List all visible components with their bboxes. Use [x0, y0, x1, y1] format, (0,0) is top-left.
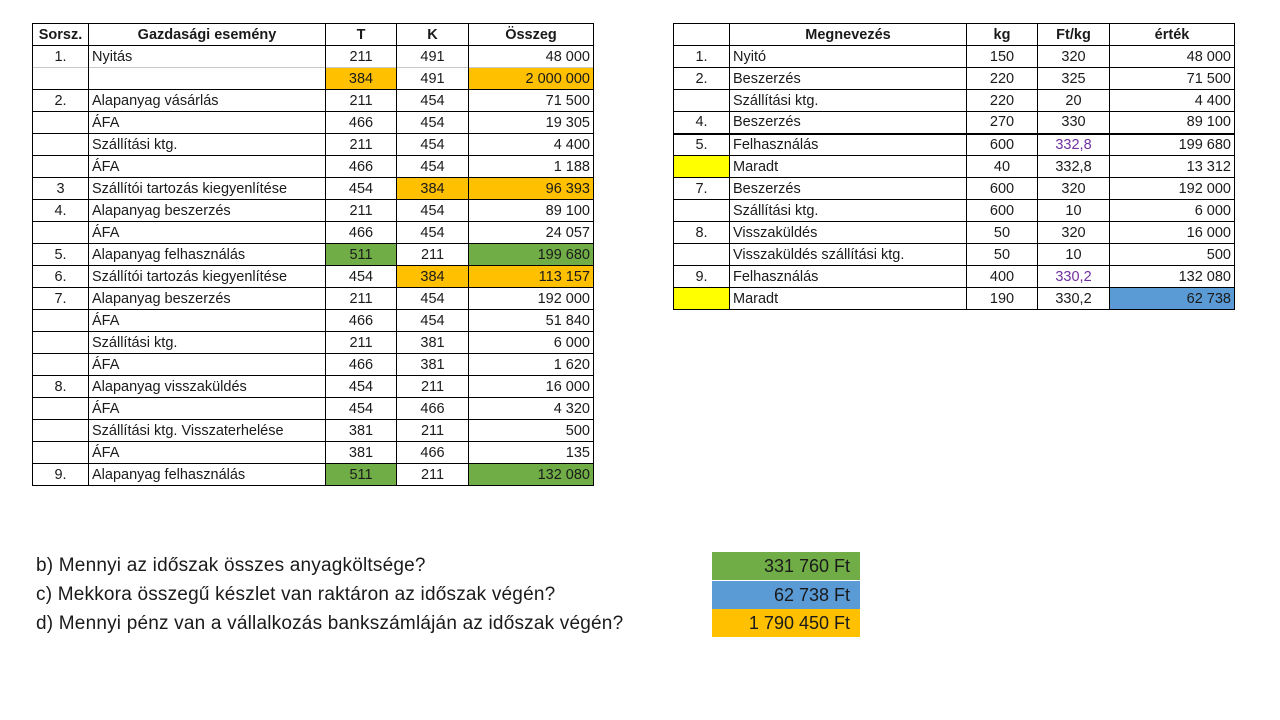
ledger-cell-debit: 381 [326, 420, 397, 442]
ledger-cell-credit: 454 [397, 112, 469, 134]
inventory-cell-no [674, 288, 730, 310]
inventory-header-price: Ft/kg [1038, 24, 1110, 46]
inventory-row [674, 200, 1235, 222]
ledger-cell-amount: 1 620 [469, 354, 594, 376]
ledger-cell-amount: 113 157 [469, 266, 594, 288]
ledger-cell-credit: 454 [397, 288, 469, 310]
ledger-cell-event: Alapanyag felhasználás [89, 244, 326, 266]
ledger-cell-amount: 51 840 [469, 310, 594, 332]
inventory-cell-name: Felhasználás [730, 134, 967, 156]
inventory-row [674, 288, 1235, 310]
ledger-cell-amount: 48 000 [469, 46, 594, 68]
ledger-cell-credit: 454 [397, 156, 469, 178]
ledger-cell-event: Alapanyag vásárlás [89, 90, 326, 112]
ledger-row [33, 354, 594, 376]
ledger-cell-debit: 211 [326, 288, 397, 310]
ledger-cell-debit: 454 [326, 398, 397, 420]
ledger-cell-credit: 454 [397, 134, 469, 156]
ledger-cell-no: 7. [33, 288, 89, 310]
inventory-cell-name: Felhasználás [730, 266, 967, 288]
ledger-cell-credit: 384 [397, 178, 469, 200]
ledger-cell-amount: 199 680 [469, 244, 594, 266]
ledger-cell-amount: 4 400 [469, 134, 594, 156]
ledger-cell-no [33, 112, 89, 134]
inventory-row [674, 68, 1235, 90]
inventory-cell-value: 192 000 [1110, 178, 1235, 200]
inventory-cell-kg: 40 [967, 156, 1038, 178]
inventory-table [673, 23, 1235, 310]
ledger-cell-debit: 211 [326, 46, 397, 68]
inventory-header-name: Megnevezés [730, 24, 967, 46]
inventory-row [674, 178, 1235, 200]
inventory-cell-value: 48 000 [1110, 46, 1235, 68]
inventory-cell-no [674, 90, 730, 112]
inventory-cell-kg: 50 [967, 244, 1038, 266]
ledger-cell-debit: 466 [326, 156, 397, 178]
inventory-header-row [674, 24, 1235, 46]
ledger-cell-event: ÁFA [89, 442, 326, 464]
ledger-cell-event: ÁFA [89, 222, 326, 244]
ledger-cell-no [33, 310, 89, 332]
inventory-cell-value: 500 [1110, 244, 1235, 266]
inventory-cell-value: 13 312 [1110, 156, 1235, 178]
ledger-header-no: Sorsz. [33, 24, 89, 46]
inventory-cell-no: 9. [674, 266, 730, 288]
ledger-header-credit: K [397, 24, 469, 46]
inventory-cell-no: 1. [674, 46, 730, 68]
ledger-cell-event: Szállítói tartozás kiegyenlítése [89, 266, 326, 288]
ledger-cell-amount: 500 [469, 420, 594, 442]
ledger-row [33, 464, 594, 486]
ledger-cell-debit: 384 [326, 68, 397, 90]
inventory-cell-no: 7. [674, 178, 730, 200]
answer-b: 331 760 Ft [712, 552, 860, 580]
ledger-cell-event: ÁFA [89, 398, 326, 420]
ledger-cell-debit: 466 [326, 354, 397, 376]
ledger-row [33, 46, 594, 68]
inventory-row [674, 266, 1235, 288]
ledger-cell-event: Alapanyag felhasználás [89, 464, 326, 486]
inventory-row [674, 222, 1235, 244]
ledger-cell-credit: 466 [397, 398, 469, 420]
ledger-cell-credit: 211 [397, 420, 469, 442]
inventory-row [674, 244, 1235, 266]
ledger-cell-no [33, 442, 89, 464]
inventory-cell-price: 10 [1038, 200, 1110, 222]
ledger-cell-event: ÁFA [89, 310, 326, 332]
ledger-cell-amount: 4 320 [469, 398, 594, 420]
ledger-cell-amount: 1 188 [469, 156, 594, 178]
inventory-cell-price: 20 [1038, 90, 1110, 112]
ledger-cell-debit: 211 [326, 134, 397, 156]
inventory-cell-name: Szállítási ktg. [730, 200, 967, 222]
ledger-cell-credit: 466 [397, 442, 469, 464]
ledger-row [33, 244, 594, 266]
ledger-cell-no: 9. [33, 464, 89, 486]
inventory-cell-no: 4. [674, 112, 730, 134]
ledger-cell-amount: 16 000 [469, 376, 594, 398]
ledger-cell-credit: 384 [397, 266, 469, 288]
inventory-row [674, 156, 1235, 178]
ledger-cell-amount: 96 393 [469, 178, 594, 200]
ledger-cell-debit: 466 [326, 112, 397, 134]
ledger-cell-debit: 454 [326, 266, 397, 288]
inventory-cell-kg: 220 [967, 68, 1038, 90]
ledger-row [33, 420, 594, 442]
ledger-cell-credit: 454 [397, 310, 469, 332]
ledger-cell-amount: 71 500 [469, 90, 594, 112]
inventory-cell-no: 5. [674, 134, 730, 156]
ledger-cell-no [33, 68, 89, 90]
ledger-cell-credit: 491 [397, 68, 469, 90]
inventory-cell-no [674, 200, 730, 222]
ledger-cell-debit: 211 [326, 200, 397, 222]
ledger-cell-no: 6. [33, 266, 89, 288]
ledger-row [33, 310, 594, 332]
ledger-cell-no [33, 332, 89, 354]
ledger-row [33, 266, 594, 288]
inventory-cell-price: 332,8 [1038, 134, 1110, 156]
ledger-row [33, 332, 594, 354]
ledger-cell-event: Szállítási ktg. Visszaterhelése [89, 420, 326, 442]
ledger-row [33, 398, 594, 420]
inventory-cell-value: 199 680 [1110, 134, 1235, 156]
ledger-cell-debit: 454 [326, 178, 397, 200]
inventory-cell-price: 330,2 [1038, 266, 1110, 288]
inventory-cell-no [674, 156, 730, 178]
inventory-cell-name: Beszerzés [730, 112, 967, 134]
question-d: d) Mennyi pénz van a vállalkozás bankszámláján az időszak végén? [36, 613, 624, 634]
inventory-cell-value: 89 100 [1110, 112, 1235, 134]
inventory-cell-value: 132 080 [1110, 266, 1235, 288]
ledger-cell-no: 3 [33, 178, 89, 200]
answer-c: 62 738 Ft [712, 581, 860, 609]
inventory-cell-value: 4 400 [1110, 90, 1235, 112]
ledger-cell-credit: 454 [397, 222, 469, 244]
ledger-row [33, 376, 594, 398]
ledger-cell-no [33, 420, 89, 442]
ledger-cell-credit: 211 [397, 244, 469, 266]
inventory-cell-price: 332,8 [1038, 156, 1110, 178]
ledger-cell-amount: 19 305 [469, 112, 594, 134]
ledger-cell-debit: 381 [326, 442, 397, 464]
inventory-cell-no: 2. [674, 68, 730, 90]
ledger-cell-amount: 135 [469, 442, 594, 464]
inventory-cell-price: 320 [1038, 222, 1110, 244]
inventory-cell-name: Maradt [730, 156, 967, 178]
inventory-cell-name: Maradt [730, 288, 967, 310]
ledger-cell-no [33, 156, 89, 178]
ledger-cell-debit: 211 [326, 332, 397, 354]
ledger-cell-no [33, 222, 89, 244]
ledger-row [33, 442, 594, 464]
inventory-cell-value: 6 000 [1110, 200, 1235, 222]
ledger-cell-debit: 511 [326, 244, 397, 266]
inventory-cell-name: Beszerzés [730, 178, 967, 200]
ledger-cell-debit: 466 [326, 222, 397, 244]
ledger-row [33, 200, 594, 222]
inventory-row [674, 90, 1235, 112]
ledger-cell-no [33, 354, 89, 376]
ledger-row [33, 90, 594, 112]
ledger-header-amount: Összeg [469, 24, 594, 46]
ledger-cell-event: Szállítási ktg. [89, 332, 326, 354]
inventory-row [674, 134, 1235, 156]
inventory-cell-name: Szállítási ktg. [730, 90, 967, 112]
ledger-cell-no: 1. [33, 46, 89, 68]
ledger-header-debit: T [326, 24, 397, 46]
ledger-row [33, 134, 594, 156]
ledger-cell-event: Alapanyag visszaküldés [89, 376, 326, 398]
ledger-cell-event: Alapanyag beszerzés [89, 200, 326, 222]
ledger-cell-debit: 454 [326, 376, 397, 398]
ledger-header-event: Gazdasági esemény [89, 24, 326, 46]
ledger-row [33, 288, 594, 310]
inventory-header-kg: kg [967, 24, 1038, 46]
inventory-cell-price: 330 [1038, 112, 1110, 134]
ledger-cell-credit: 211 [397, 376, 469, 398]
ledger-cell-credit: 491 [397, 46, 469, 68]
ledger-cell-no: 5. [33, 244, 89, 266]
ledger-cell-debit: 211 [326, 90, 397, 112]
ledger-row [33, 112, 594, 134]
inventory-cell-kg: 600 [967, 200, 1038, 222]
inventory-header-value: érték [1110, 24, 1235, 46]
ledger-cell-debit: 466 [326, 310, 397, 332]
ledger-cell-event: Alapanyag beszerzés [89, 288, 326, 310]
inventory-cell-price: 325 [1038, 68, 1110, 90]
ledger-cell-event [89, 68, 326, 90]
inventory-cell-name: Visszaküldés szállítási ktg. [730, 244, 967, 266]
inventory-cell-name: Visszaküldés [730, 222, 967, 244]
ledger-table [32, 23, 594, 486]
ledger-cell-amount: 132 080 [469, 464, 594, 486]
ledger-cell-debit: 511 [326, 464, 397, 486]
inventory-cell-kg: 270 [967, 112, 1038, 134]
ledger-cell-no: 4. [33, 200, 89, 222]
ledger-cell-event: Szállítási ktg. [89, 134, 326, 156]
ledger-row [33, 156, 594, 178]
inventory-cell-value: 71 500 [1110, 68, 1235, 90]
inventory-cell-price: 320 [1038, 46, 1110, 68]
ledger-cell-event: Nyitás [89, 46, 326, 68]
ledger-cell-no: 8. [33, 376, 89, 398]
inventory-cell-no: 8. [674, 222, 730, 244]
ledger-cell-no [33, 398, 89, 420]
inventory-cell-kg: 190 [967, 288, 1038, 310]
ledger-row [33, 222, 594, 244]
inventory-cell-kg: 150 [967, 46, 1038, 68]
ledger-row [33, 178, 594, 200]
ledger-cell-amount: 2 000 000 [469, 68, 594, 90]
ledger-row [33, 68, 594, 90]
question-c: c) Mekkora összegű készlet van raktáron az időszak végén? [36, 584, 556, 605]
inventory-cell-price: 10 [1038, 244, 1110, 266]
inventory-cell-price: 320 [1038, 178, 1110, 200]
inventory-cell-value: 62 738 [1110, 288, 1235, 310]
ledger-cell-amount: 6 000 [469, 332, 594, 354]
ledger-cell-amount: 24 057 [469, 222, 594, 244]
inventory-cell-name: Nyitó [730, 46, 967, 68]
inventory-cell-kg: 600 [967, 178, 1038, 200]
inventory-cell-no [674, 244, 730, 266]
ledger-cell-event: Szállítói tartozás kiegyenlítése [89, 178, 326, 200]
inventory-header-no [674, 24, 730, 46]
inventory-cell-kg: 400 [967, 266, 1038, 288]
inventory-cell-kg: 50 [967, 222, 1038, 244]
ledger-cell-event: ÁFA [89, 112, 326, 134]
ledger-cell-credit: 381 [397, 332, 469, 354]
ledger-cell-event: ÁFA [89, 156, 326, 178]
ledger-cell-no: 2. [33, 90, 89, 112]
ledger-cell-credit: 454 [397, 200, 469, 222]
ledger-cell-credit: 211 [397, 464, 469, 486]
inventory-cell-kg: 220 [967, 90, 1038, 112]
ledger-cell-no [33, 134, 89, 156]
ledger-cell-amount: 192 000 [469, 288, 594, 310]
inventory-cell-kg: 600 [967, 134, 1038, 156]
inventory-cell-value: 16 000 [1110, 222, 1235, 244]
ledger-cell-credit: 454 [397, 90, 469, 112]
inventory-row [674, 46, 1235, 68]
inventory-cell-name: Beszerzés [730, 68, 967, 90]
ledger-header-row [33, 24, 594, 46]
ledger-cell-amount: 89 100 [469, 200, 594, 222]
inventory-cell-price: 330,2 [1038, 288, 1110, 310]
answer-d: 1 790 450 Ft [712, 609, 860, 637]
ledger-cell-event: ÁFA [89, 354, 326, 376]
question-b: b) Mennyi az időszak összes anyagköltsége? [36, 555, 426, 576]
inventory-row [674, 112, 1235, 134]
ledger-cell-credit: 381 [397, 354, 469, 376]
